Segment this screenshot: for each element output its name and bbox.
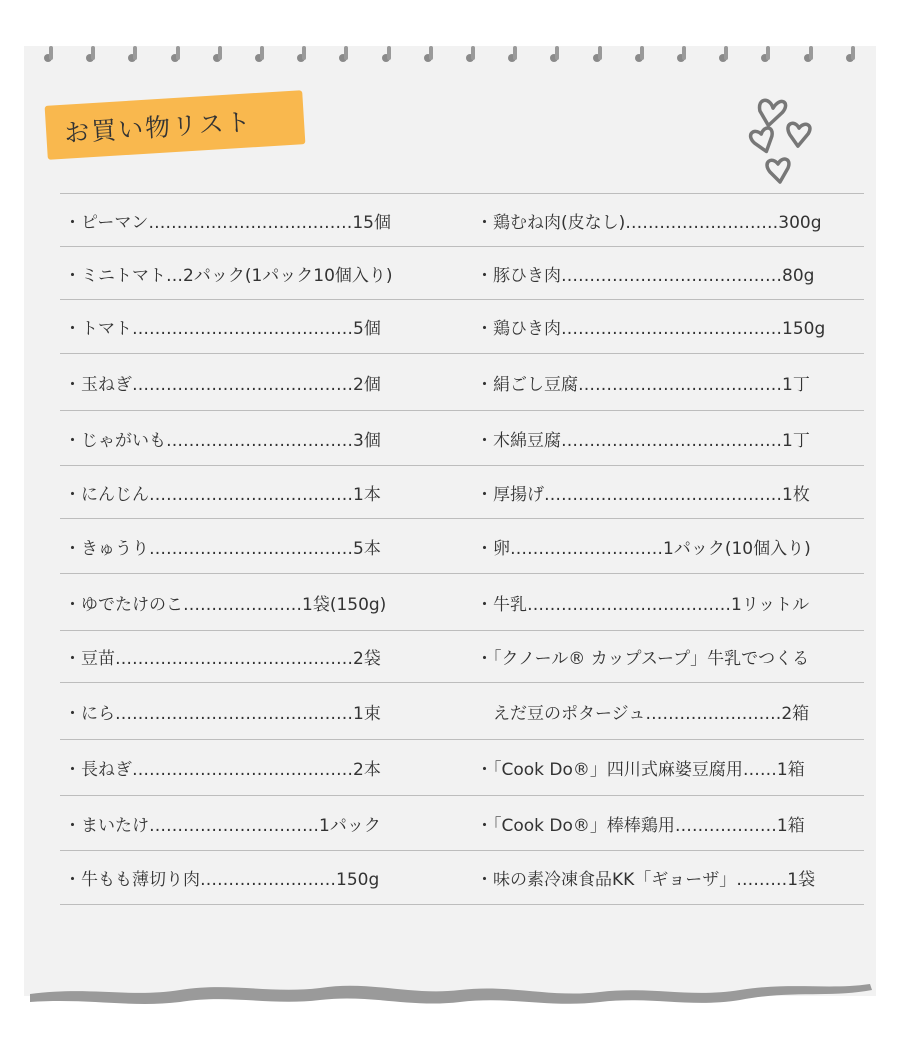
list-item: ・絹ごし豆腐………………………………1丁 (476, 374, 810, 395)
binder-ring (133, 46, 137, 60)
list-item: ・牛もも薄切り肉……………………150g (64, 870, 380, 890)
list-item: ・卵………………………1パック(10個入り) (476, 538, 811, 559)
binder-ring (682, 46, 686, 60)
binder-ring (555, 46, 559, 60)
list-row (60, 683, 864, 740)
list-item: ・トマト…………………………………5個 (64, 319, 381, 339)
binder-ring (766, 46, 770, 60)
list-item: ・鶏ひき肉…………………………………150g (476, 319, 826, 339)
list-item: ・豚ひき肉…………………………………80g (476, 265, 815, 286)
binder-ring (344, 46, 348, 60)
list-item: ・ミニトマト…2パック(1パック10個入り) (64, 265, 393, 286)
binder-holes (24, 46, 876, 86)
list-item: ・「Cook Do®」棒棒鶏用………………1箱 (476, 815, 805, 836)
binder-ring (471, 46, 475, 60)
list-item: ・にら……………………………………1束 (64, 703, 381, 724)
list-item: ・じゃがいも……………………………3個 (64, 430, 381, 451)
shopping-list (60, 193, 864, 905)
binder-ring (176, 46, 180, 60)
list-row (60, 411, 864, 466)
list-item: ・ピーマン………………………………15個 (64, 212, 391, 233)
binder-ring (49, 46, 53, 60)
list-row (60, 796, 864, 851)
list-row (60, 466, 864, 519)
binder-ring (302, 46, 306, 60)
list-row (60, 851, 864, 905)
binder-ring (387, 46, 391, 60)
binder-ring (851, 46, 855, 60)
binder-ring (640, 46, 644, 60)
list-item: ・長ねぎ…………………………………2本 (64, 760, 381, 780)
binder-ring (598, 46, 602, 60)
binder-ring (513, 46, 517, 60)
list-item: ・玉ねぎ…………………………………2個 (64, 374, 381, 395)
list-item: えだ豆のポタージュ……………………2箱 (476, 703, 810, 724)
list-row (60, 631, 864, 683)
list-row (60, 740, 864, 796)
binder-ring (429, 46, 433, 60)
binder-ring (724, 46, 728, 60)
list-item: ・にんじん………………………………1本 (64, 484, 381, 505)
list-item: ・きゅうり………………………………5本 (64, 538, 381, 559)
list-item: ・厚揚げ……………………………………1枚 (476, 484, 810, 505)
binder-ring (218, 46, 222, 60)
list-item: ・牛乳………………………………1リットル (476, 594, 810, 615)
list-item: ・「Cook Do®」四川式麻婆豆腐用……1箱 (476, 760, 805, 780)
list-row (60, 574, 864, 631)
list-item: ・ゆでたけのこ…………………1袋(150g) (64, 594, 387, 615)
page-title: お買い物リスト (63, 107, 254, 148)
binder-ring (260, 46, 264, 60)
binder-ring (809, 46, 813, 60)
list-item: ・味の素冷凍食品KK「ギョーザ」………1袋 (476, 870, 816, 890)
list-item: ・「クノール® カップスープ」牛乳でつくる (476, 649, 810, 669)
binder-ring (91, 46, 95, 60)
list-item: ・まいたけ…………………………1パック (64, 815, 381, 836)
list-item: ・豆苗……………………………………2袋 (64, 649, 381, 669)
list-row (60, 354, 864, 411)
torn-paper-edge (0, 960, 900, 1010)
list-row (60, 519, 864, 574)
list-row (60, 247, 864, 300)
list-row (60, 300, 864, 354)
list-item: ・木綿豆腐…………………………………1丁 (476, 430, 810, 451)
list-row (60, 193, 864, 247)
hearts-doodle-icon (748, 88, 828, 188)
list-item: ・鶏むね肉(皮なし)………………………300g (476, 212, 822, 233)
